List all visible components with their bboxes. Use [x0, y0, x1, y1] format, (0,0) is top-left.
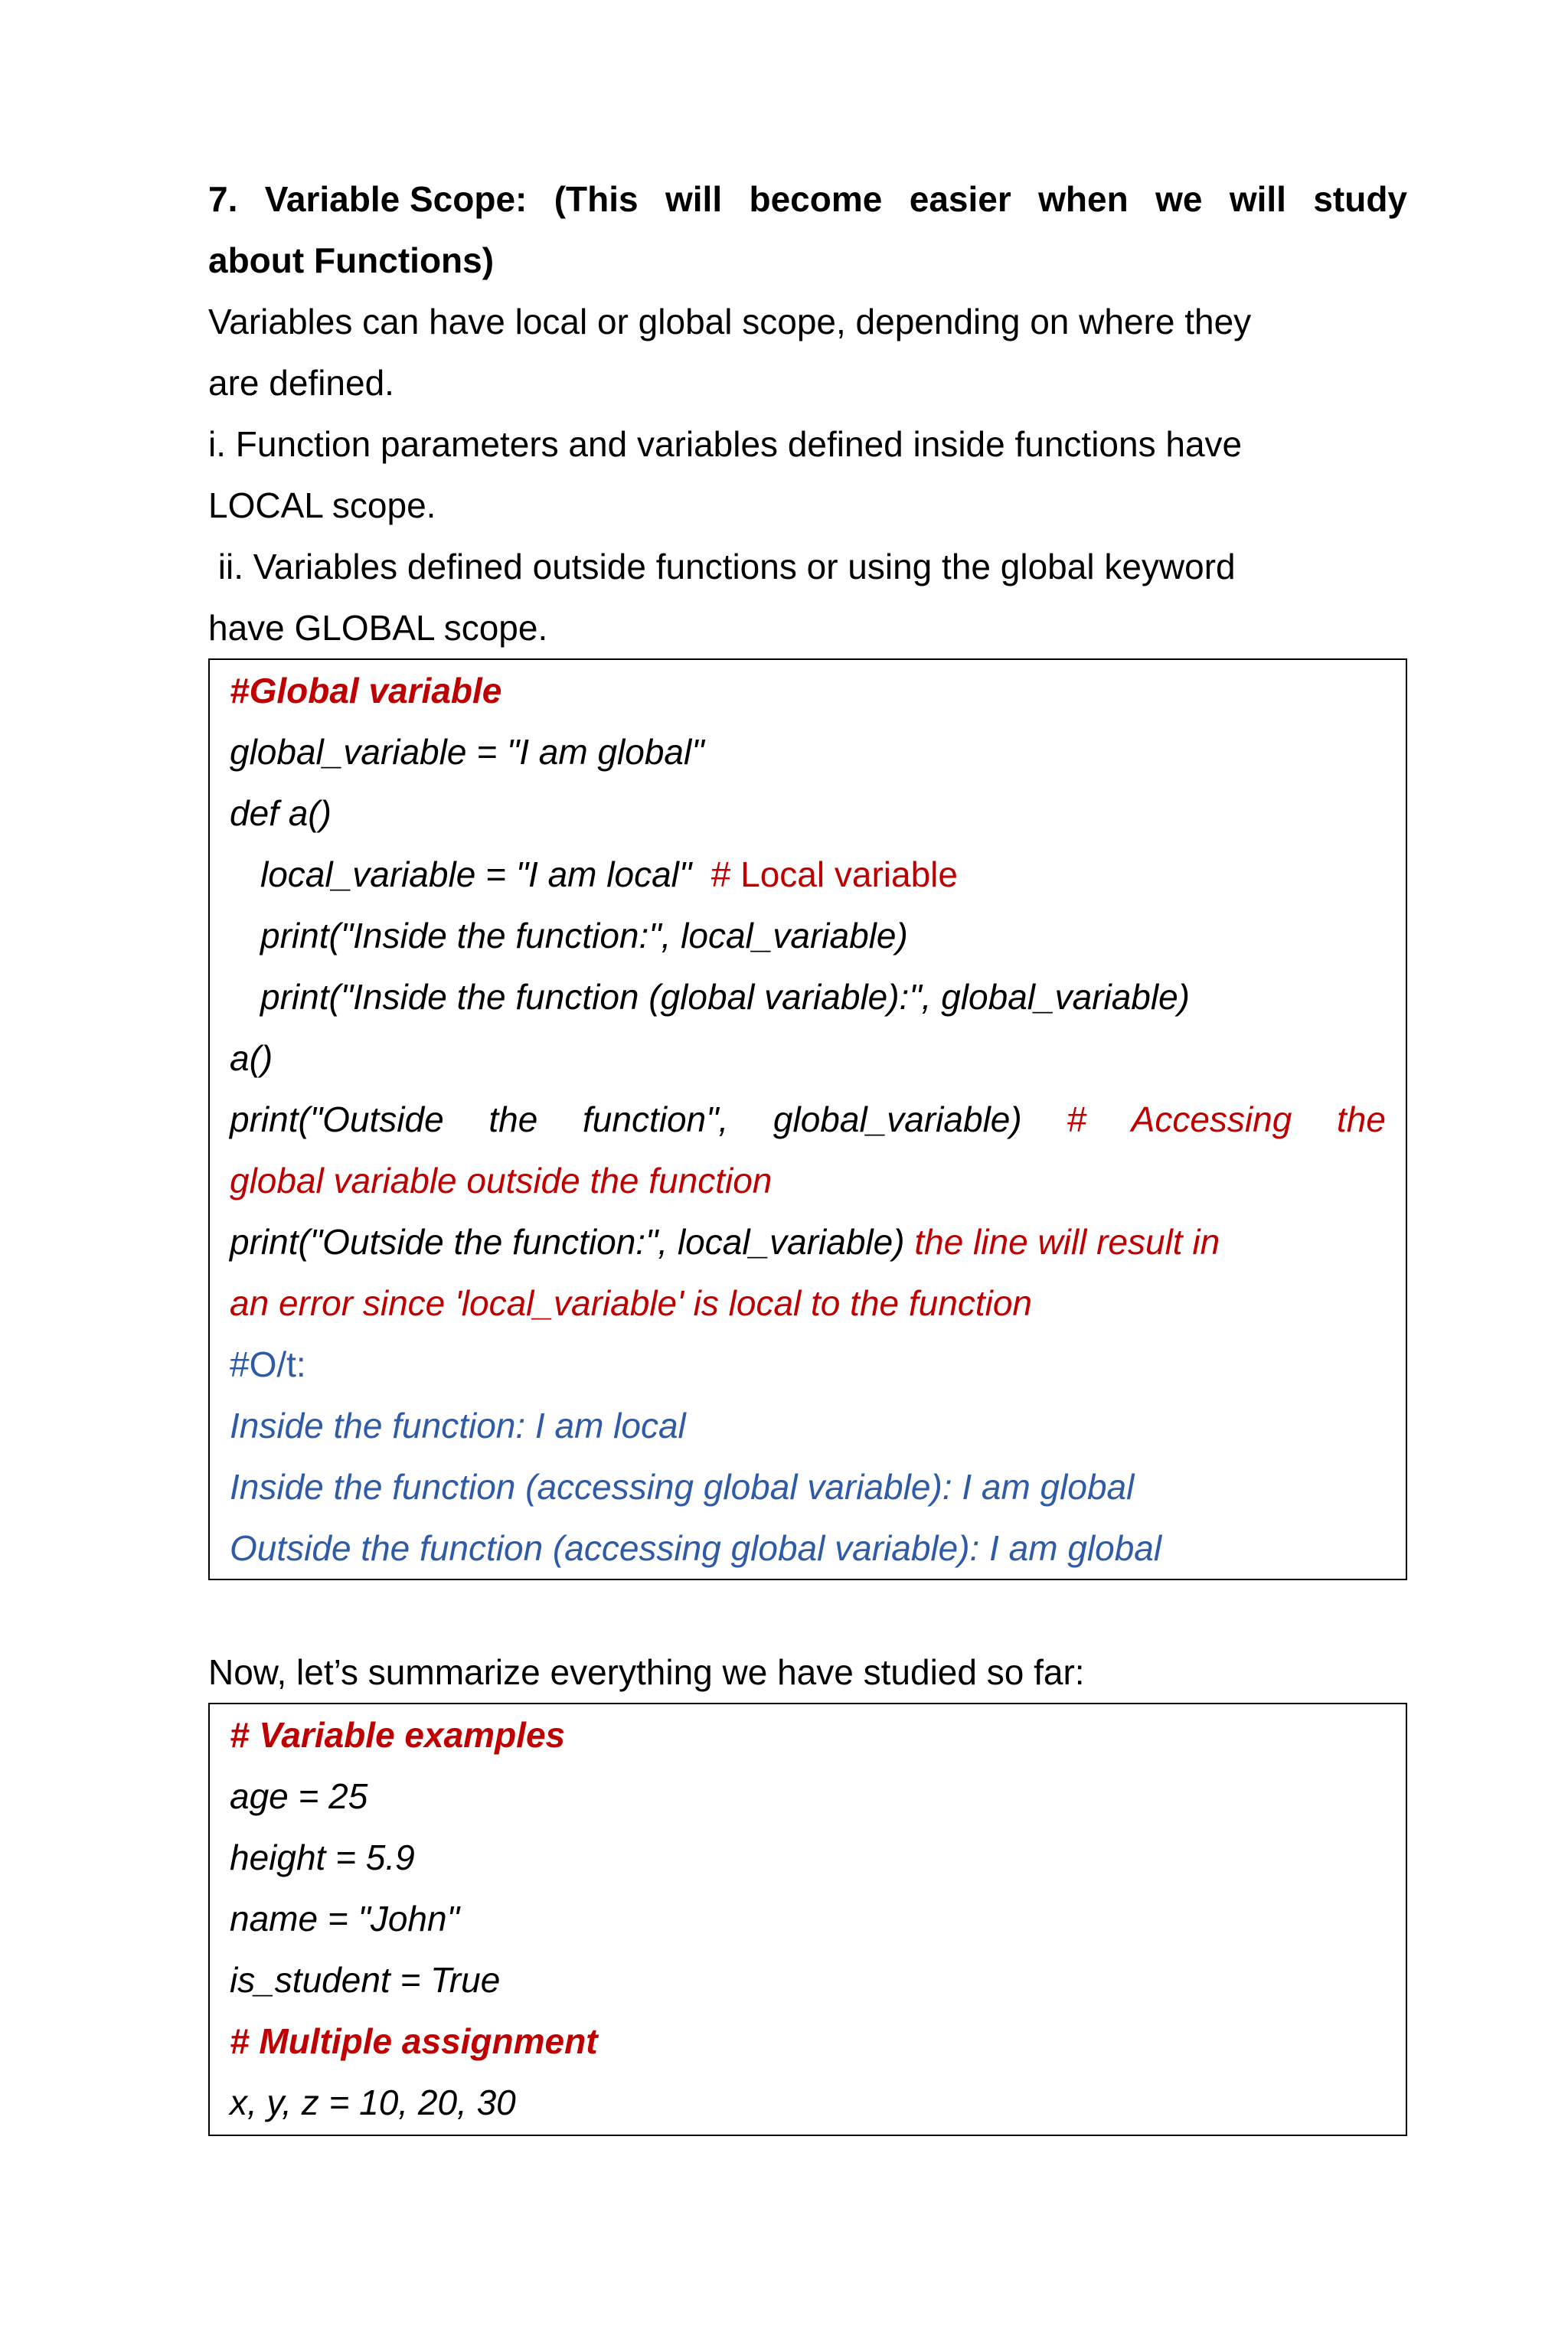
code-comment: an error since 'local_variable' is local to the function	[230, 1283, 1033, 1323]
global-scope-rule-line: have GLOBAL scope.	[208, 608, 548, 648]
heading-word: will	[1229, 179, 1286, 219]
code-line: x, y, z = 10, 20, 30	[230, 2082, 516, 2122]
code-line	[230, 844, 1386, 905]
code-word: global_variable)	[773, 1099, 1022, 1139]
code-text: print("Outside the function:", local_variable)	[230, 1222, 905, 1262]
output-line: Outside the function (accessing global variable): I am global	[230, 1528, 1162, 1568]
code-comment: # Local variable	[710, 854, 958, 894]
local-scope-rule-line: LOCAL scope.	[208, 485, 436, 525]
heading-word: when	[1038, 179, 1129, 219]
heading-word: we	[1155, 179, 1203, 219]
code-word: print("Outside	[230, 1099, 444, 1139]
code-line: age = 25	[230, 1776, 368, 1816]
code-line: height = 5.9	[230, 1838, 415, 1877]
heading-word: become	[749, 179, 883, 219]
code-line	[230, 1089, 1386, 1150]
code-word: the	[488, 1099, 538, 1139]
code-comment: #Global variable	[230, 671, 502, 710]
code-comment: the line will result in	[914, 1222, 1220, 1262]
code-line: name = "John"	[230, 1899, 459, 1939]
code-line: a()	[230, 1038, 273, 1078]
code-comment-word: Accessing	[1131, 1099, 1292, 1139]
heading-word: easier	[909, 179, 1011, 219]
output-line: Inside the function (accessing global variable): I am global	[230, 1467, 1135, 1507]
code-line: def a()	[230, 793, 332, 833]
code-line: print("Inside the function:", local_variable)	[260, 916, 908, 956]
local-scope-rule-line: i. Function parameters and variables defined inside functions have	[208, 424, 1243, 464]
scope-code-example-box	[208, 658, 1407, 1580]
code-text: local_variable = "I am local"	[260, 854, 692, 894]
code-word: function",	[583, 1099, 729, 1139]
code-line	[230, 1211, 1386, 1272]
code-line: global_variable = "I am global"	[230, 732, 704, 772]
summary-intro: Now, let’s summarize everything we have studied so far:	[208, 1652, 1085, 1692]
intro-paragraph-line: Variables can have local or global scope, depending on where they	[208, 302, 1252, 341]
document-page	[208, 168, 1407, 2136]
output-line: Inside the function: I am local	[230, 1406, 686, 1446]
code-line: print("Inside the function (global variable):", global_variable)	[260, 977, 1190, 1017]
code-comment: global variable outside the function	[230, 1161, 773, 1200]
heading-word: 7.	[208, 179, 238, 219]
global-scope-rule-line: ii. Variables defined outside functions or using the global keyword	[208, 547, 1236, 586]
spacer	[208, 1580, 1407, 1642]
intro-paragraph-line: are defined.	[208, 363, 394, 403]
code-comment-word: the	[1337, 1099, 1386, 1139]
code-comment-word: #	[1067, 1099, 1086, 1139]
heading-word: study	[1313, 179, 1407, 219]
summary-code-box	[208, 1703, 1407, 2136]
heading-word: Variable Scope:	[264, 179, 528, 219]
section-heading-line-1	[208, 168, 1407, 230]
code-line: is_student = True	[230, 1960, 501, 2000]
code-comment: # Variable examples	[230, 1715, 566, 1755]
output-label: #O/t:	[230, 1344, 306, 1384]
code-comment: # Multiple assignment	[230, 2021, 598, 2061]
heading-word: (This	[554, 179, 639, 219]
section-heading-line-2: about Functions)	[208, 240, 495, 280]
heading-word: will	[665, 179, 723, 219]
